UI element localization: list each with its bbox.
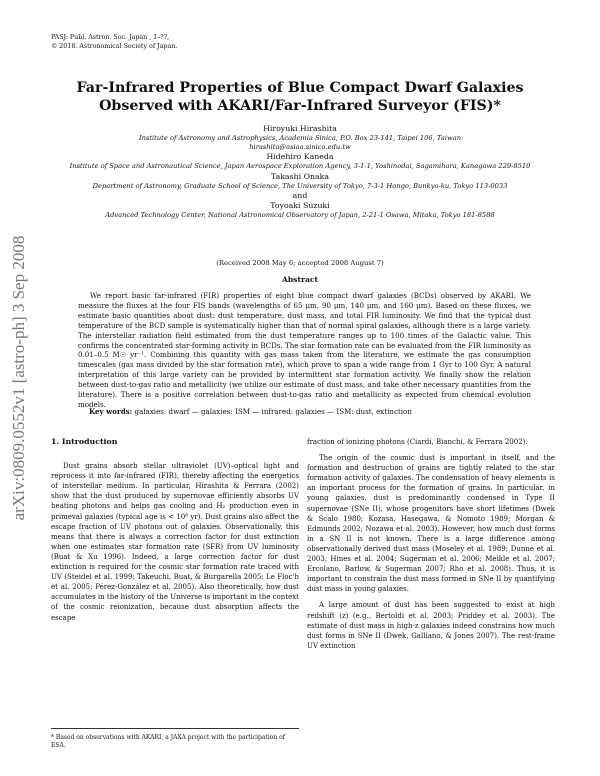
- author-name: Hidehiro Kaneda: [266, 152, 334, 162]
- abstract-heading: Abstract: [281, 275, 319, 284]
- journal-line: PASJ: Publ. Astron. Soc. Japan , 1–??,: [51, 34, 170, 41]
- author-name: Takashi Onaka: [270, 171, 330, 181]
- author-affiliation: Institute of Space and Astronautical Science, Japan Aerospace Exploration Agency, 3-1-1, Yoshinodai, Sagamihara, Kanagawa 229-8510: [69, 162, 531, 171]
- received-dates: (Received 2008 May 6; accepted 2008 August 7): [216, 259, 384, 267]
- section-heading: 1. Introduction: [51, 437, 118, 446]
- arxiv-stamp-text: arXiv:0809.0552v1 [astro-ph] 3 Sep 2008: [9, 235, 28, 521]
- journal-header: [51, 33, 177, 51]
- paper-title: Far-Infrared Properties of Blue Compact Dwarf Galaxies Observed with AKARI/Far-Infrared Surveyor (FIS)*: [76, 80, 524, 114]
- author-affiliation: Advanced Technology Center, National Astronomical Observatory of Japan, 2-21-1 Osawa, Mitaka, Tokyo 181-8588: [105, 210, 495, 219]
- author-name: Hiroyuki Hirashita: [263, 124, 337, 133]
- keywords: [89, 407, 549, 416]
- arxiv-stamp: [6, 168, 32, 588]
- keywords-text: galaxies: dwarf — galaxies: ISM — infrared: galaxies — ISM: dust, extinction: [134, 407, 412, 416]
- author-block: [48, 124, 552, 220]
- paragraph: A large amount of dust has been suggested to exist at high redshift (z) (e.g., Bertoldi et al. 2003; Priddey et al. 2003). The estimate of dust mass in high-z galaxies indeed constrains how much dust forms in SNe II (Dwek, Galliano, & Jones 2007). The rest-frame UV extinction: [307, 601, 555, 650]
- author-affiliation: Department of Astronomy, Graduate School of Science, The University of Tokyo, 7-3-1 Hongo, Bunkyo-ku, Tokyo 113-0033: [92, 181, 508, 190]
- paragraph: The origin of the cosmic dust is important in itself, and the formation and destruction of grains are tightly related to the star formation activity of galaxies. The condensation of heavy elements is an important process for the formation of grains. In particular, in young galaxies, dust is predominantly condensed in Type II supernovae (SNe II), whose progenitors have short lifetimes (Dwek & Scalo 1980; Kozasa, Hasegawa, & Nomoto 1989; Morgan & Edmunds 2002; Nozawa et al. 2003). However, how much dust forms in a SN II is not known. There is a large difference among observationally derived dust mass (Moseley et al. 1989; Dunne et al. 2003; Hines et al. 2004; Sugerman et al. 2006; Meikle et al. 2007; Ercolano, Barlow, & Sugerman 2007; Rho et al. 2008). Thus, it is important to constrain the dust mass formed in SNe II by quantifying dust mass in young galaxies.: [307, 454, 555, 594]
- copyright-line: © 2018. Astronomical Society of Japan.: [51, 43, 178, 50]
- abstract-text: We report basic far-infrared (FIR) properties of eight blue compact dwarf galaxies (BCDs) observed by AKARI. We measure the fluxes at the four FIS bands (wavelengths of 65 μm, 90 μm, 140 μm, and 160 μm). Based on these fluxes, we estimate basic quantities about dust: dust temperature, dust mass, and total FIR luminosity. We find that the typical dust temperature of the BCD sample is systematically higher than that of normal spiral galaxies, although there is a large variety. The interstellar radiation field estimated from the dust temperature ranges up to 100 times of the Galactic value. This confirms the concentrated star-forming activity in BCDs. The star formation rate can be evaluated from the FIR luminosity as 0.01–0.5 M☉ yr⁻¹. Combining this quantity with gas mass taken from the literature, we estimate the gas consumption timescales (gas mass divided by the star formation rate), which prove to span a wide range from 1 Gyr to 100 Gyr. A natural interpretation of this large variety can be provided by intermittent star formation activity. We finally show the relation between dust-to-gas ratio and metallicity (we utilize our estimate of dust mass, and take other necessary quantities from the literature). There is a positive correlation between dust-to-gas ratio and metallicity as expected from chemical evolution models.: [78, 291, 531, 409]
- left-column: [51, 437, 299, 623]
- paragraph: Dust grains absorb stellar ultraviolet (UV)–optical light and reprocess it into far-infrared (FIR), thereby affecting the energetics of interstellar medium. In particular, Hirashita & Ferrara (2002) show that the dust produced by supernovae efficiently absorbs UV heating photons and helps gas cooling and H₂ production even in primeval galaxies (typical age is < 10⁸ yr). Dust grains also affect the escape fraction of UV photons out of galaxies. Observationally, this means that there is always a correction factor for dust extinction when one estimates star formation rate (SFR) from UV luminosity (Buat & Xu 1996). Indeed, a large correction factor for dust extinction is required for the cosmic star formation rate traced with UV (Steidel et al. 1999; Takeuchi, Buat, & Burgarella 2005; Le Floc'h et al. 2005; Pérez-González et al. 2005). Also theoretically, how dust accumulates in the history of the Universe is important in the context of the cosmic reionization, because dust absorption affects the escape: [51, 462, 299, 622]
- author-affiliation: Institute of Astronomy and Astrophysics, Academia Sinica, P.O. Box 23-141, Taipei 106, Taiwan: [138, 134, 462, 142]
- author-email: hirashita@asiaa.sinica.edu.tw: [249, 143, 351, 152]
- right-column: [307, 437, 555, 651]
- footnote: * Based on observations with AKARI, a JAXA project with the participation of ESA.: [51, 728, 299, 750]
- paragraph: fraction of ionizing photons (Ciardi, Bianchi, & Ferrara 2002).: [307, 438, 528, 446]
- author-name: Toyoaki Suzuki: [270, 200, 330, 210]
- author-conjunction: and: [292, 190, 308, 200]
- keywords-label: Key words:: [89, 407, 133, 416]
